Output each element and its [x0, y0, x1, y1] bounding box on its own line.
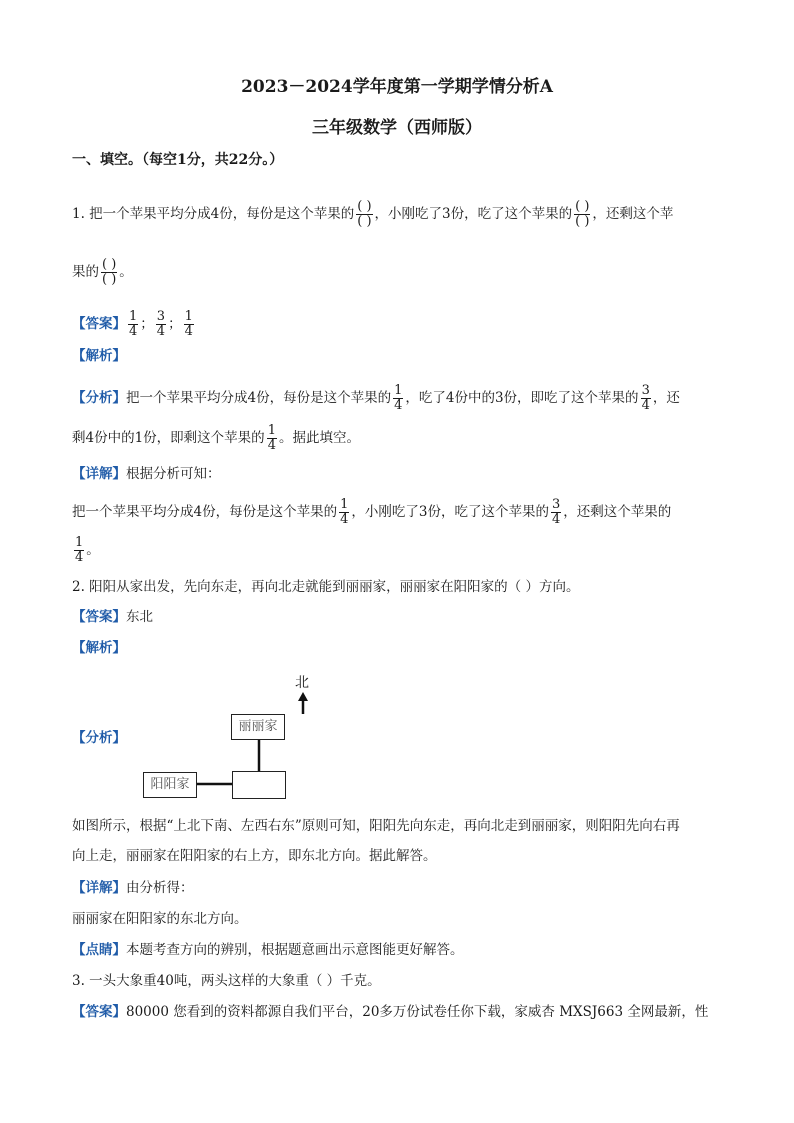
q2-dianjing-text: 本题考查方向的辨别，根据题意画出示意图能更好解答。 — [126, 942, 464, 958]
q1-fenxi-line-1 — [72, 384, 680, 413]
fraction-3-4: $\frac{3}{4}$ — [641, 383, 650, 413]
q2-answer-value: 东北 — [126, 609, 153, 625]
fraction-3-4: $\frac{3}{4}$ — [551, 497, 561, 527]
jiexi-tag: 【解析】 — [72, 348, 126, 364]
answer-tag: 【答案】 — [72, 1004, 126, 1020]
q1-text-e: 。 — [119, 264, 133, 280]
q1-fenxi-line-2 — [72, 424, 360, 453]
q1-blank-1: $\frac{( )}{( )}$ — [357, 199, 372, 229]
q2-xiangjie-line-2: 丽丽家在阳阳家的东北方向。 — [72, 911, 248, 927]
direction-diagram — [140, 668, 340, 808]
q1-xj-text-a: 把一个苹果平均分成4份，每份是这个苹果的 — [72, 504, 338, 520]
lili-home-box: 丽丽家 — [231, 714, 285, 740]
separator: ； — [140, 316, 154, 332]
q2-text: 2. 阳阳从家出发，先向东走，再向北走就能到丽丽家，丽丽家在阳阳家的（ ）方向。 — [72, 579, 580, 595]
q1-xiangjie-line-2 — [72, 536, 100, 565]
fenxi-tag: 【分析】 — [72, 730, 126, 746]
q1-xiangjie — [72, 464, 221, 484]
q2-xiangjie — [72, 878, 194, 898]
q2-jiexi — [72, 638, 126, 658]
fraction-1-4: $\frac{1}{4}$ — [394, 383, 403, 413]
q1-blank-2: $\frac{( )}{( )}$ — [575, 199, 590, 229]
q1-fenxi-text-b: ，吃了4份中的3份，即吃了这个苹果的 — [405, 390, 639, 406]
q1-xiangjie-line-1 — [72, 498, 671, 527]
answer-fraction-3: $\frac{1}{4}$ — [184, 309, 193, 339]
q3-answer — [72, 1002, 708, 1022]
q1-xj-text-c: ，还剩这个苹果的 — [563, 504, 672, 520]
answer-fraction-1: $\frac{1}{4}$ — [129, 309, 138, 339]
q1-answer — [72, 310, 196, 339]
q3-text: 3. 一头大象重40吨，两头这样的大象重（ ）千克。 — [72, 973, 381, 989]
north-label: 北 — [295, 675, 309, 691]
fraction-1-4: $\frac{1}{4}$ — [340, 497, 349, 527]
document-title: 2023－2024学年度第一学期学情分析A — [241, 77, 553, 97]
q2-fenxi-line-1: 如图所示，根据“上北下南、左西右东”原则可知，阳阳先向东走，再向北走到丽丽家，则阳阳先向右再 — [72, 818, 680, 834]
q3-answer-value: 80000 您看到的资料都源自我们平台，20多万份试卷任你下载，家威杏 MXSJ663 全网最新，性 — [126, 1004, 709, 1020]
fenxi-tag: 【分析】 — [72, 390, 126, 406]
yang-home-box: 阳阳家 — [143, 772, 197, 798]
answer-tag: 【答案】 — [72, 609, 126, 625]
q1-line-2 — [72, 258, 133, 287]
north-arrow-head — [298, 692, 308, 701]
answer-fraction-2: $\frac{3}{4}$ — [156, 309, 166, 339]
dianjing-tag: 【点睛】 — [72, 942, 126, 958]
q1-text-a: 1. 把一个苹果平均分成4份，每份是这个苹果的 — [72, 206, 355, 222]
turn-point-box — [232, 771, 286, 799]
q1-xj-text-b: ，小刚吃了3份，吃了这个苹果的 — [351, 504, 549, 520]
q1-fenxi-text-a: 把一个苹果平均分成4份，每份是这个苹果的 — [126, 390, 392, 406]
separator: ； — [168, 316, 182, 332]
q1-text-b: ，小刚吃了3份，吃了这个苹果的 — [374, 206, 573, 222]
q2-answer — [72, 607, 153, 627]
xiangjie-tag: 【详解】 — [72, 466, 126, 482]
fraction-1-4: $\frac{1}{4}$ — [267, 423, 276, 453]
q1-text-c: ，还剩这个苹 — [592, 206, 674, 222]
document-subtitle: 三年级数学（西师版） — [312, 118, 482, 138]
q2-dianjing — [72, 940, 464, 960]
answer-tag: 【答案】 — [72, 316, 126, 332]
q1-xj-end: 。 — [86, 542, 100, 558]
q1-line-1 — [72, 200, 673, 229]
fraction-1-4: $\frac{1}{4}$ — [75, 535, 84, 565]
q1-blank-3: $\frac{( )}{( )}$ — [102, 257, 117, 287]
q2-fenxi-line-2: 向上走，丽丽家在阳阳家的右上方，即东北方向。据此解答。 — [72, 848, 437, 864]
q1-jiexi — [72, 346, 126, 366]
q2-fenxi-label — [72, 728, 126, 748]
q1-xiangjie-text: 根据分析可知： — [126, 466, 221, 482]
xiangjie-tag: 【详解】 — [72, 880, 126, 896]
jiexi-tag: 【解析】 — [72, 640, 126, 656]
q1-fenxi-text-e: 。据此填空。 — [278, 430, 360, 446]
q1-fenxi-text-d: 剩4份中的1份，即剩这个苹果的 — [72, 430, 265, 446]
q1-fenxi-text-c: ，还 — [652, 390, 680, 406]
section-heading: 一、填空。（每空1分，共22分。） — [72, 152, 284, 168]
q2-xiangjie-text: 由分析得： — [126, 880, 194, 896]
q1-text-d: 果的 — [72, 264, 99, 280]
